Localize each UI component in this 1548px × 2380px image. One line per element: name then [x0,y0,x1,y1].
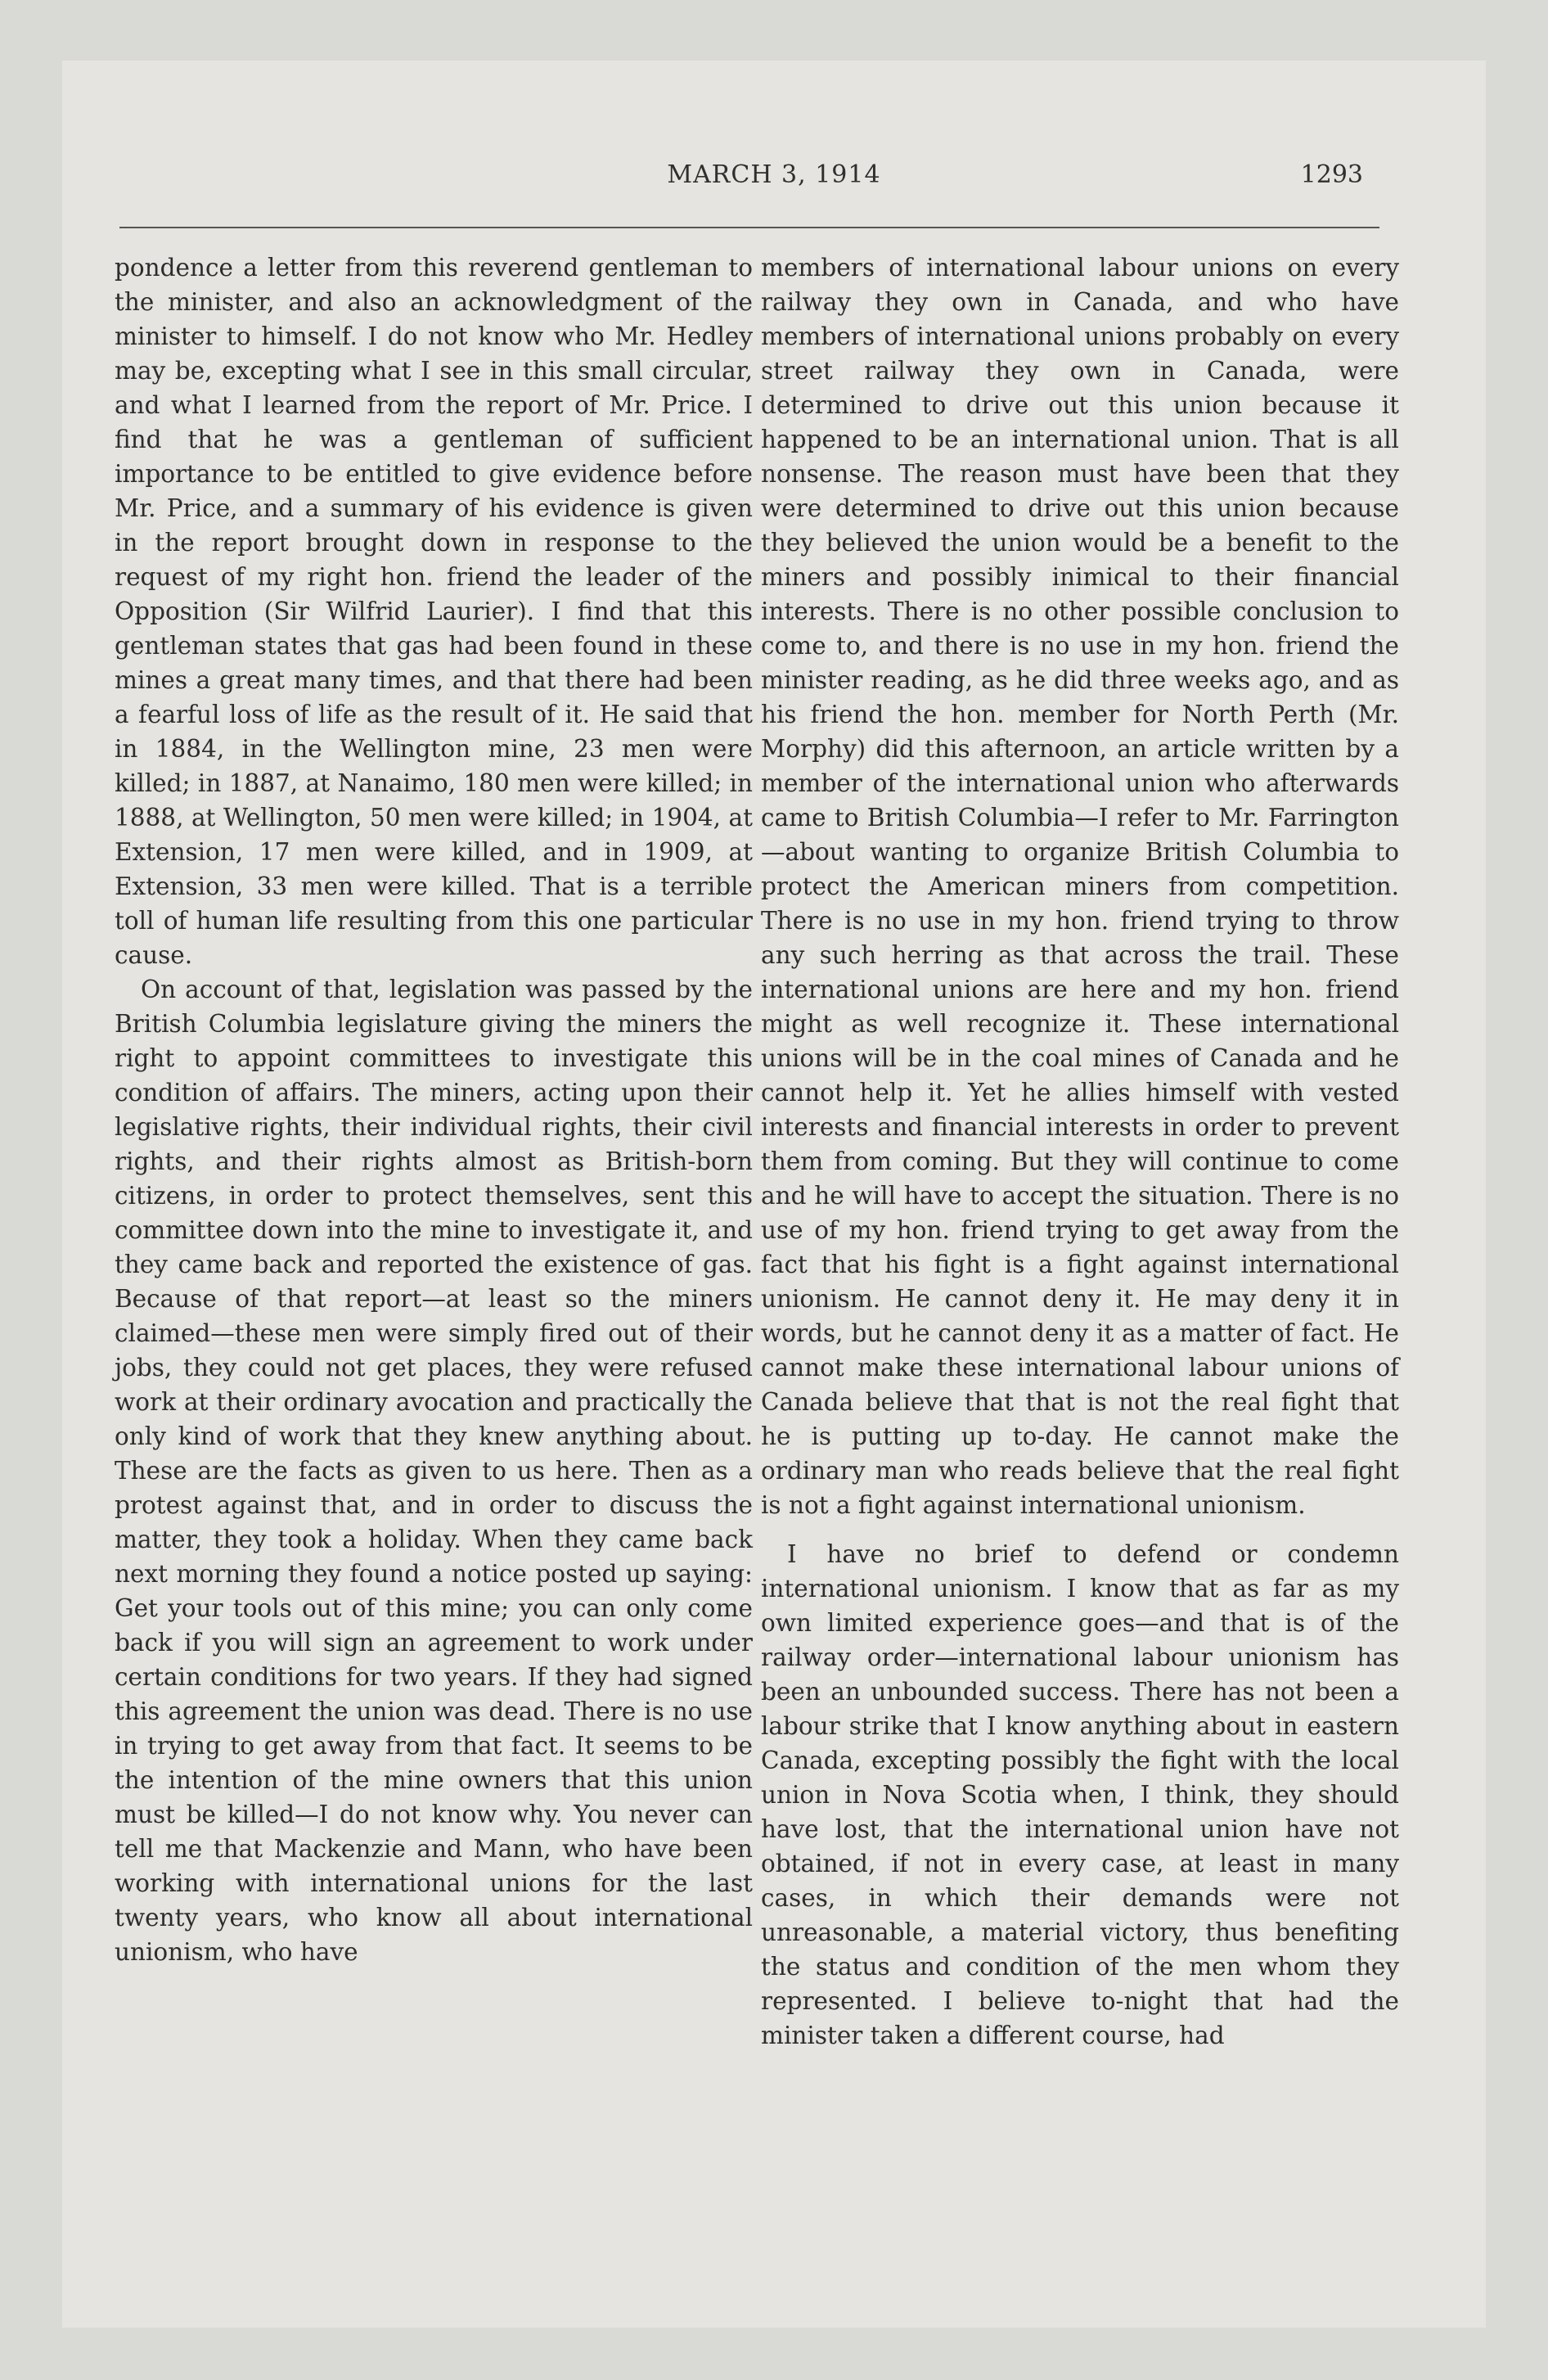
header-date: MARCH 3, 1914 [667,160,881,189]
paragraph: pondence a letter from this reverend gentleman to the minister, and also an acknowledgment of the minister to himself. I do not know who Mr. Hedley may be, excepting what I see in this small circular, and what I learned from the report of Mr. Price. I find that he was a gentleman of sufficient importance to be entitled to give evidence before Mr. Price, and a summary of his evidence is given in the report brought down in response to the request of my right hon. friend the leader of the Opposition (Sir Wilfrid Laurier). I find that this gentleman states that gas had been found in these mines a great many times, and that there had been a fearful loss of life as the result of it. He said that in 1884, in the Wellington mine, 23 men were killed; in 1887, at Nanaimo, 180 men were killed; in 1888, at Wellington, 50 men were killed; in 1904, at Extension, 17 men were killed, and in 1909, at Extension, 33 men were killed. That is a terrible toll of human life resulting from this one particular cause. [115,254,753,969]
paragraph: I have no brief to defend or condemn international unionism. I know that as far as my own limited experience goes—and that is of the railway order—international labour unionism has been an unbounded success. There has not been a labour strike that I know anything about in eastern Canada, excepting possibly the fight with the local union in Nova Scotia when, I think, they should have lost, that the international union have not obtained, if not in every case, at least in many cases, in which their demands were not unreasonable, a material victory, thus benefiting the status and condition of the men whom they represented. I believe to-night that had the minister taken a different course, had [761,1540,1399,2049]
header-rule [119,227,1379,228]
paragraph: members of international labour unions on every railway they own in Canada, and who have members of international unions probably on every street railway they own in Canada, were determined to drive out this union because it happened to be an international union. That is all nonsense. The reason must have been that they were determined to drive out this union because they believed the union would be a benefit to the miners and possibly inimical to their financial interests. There is no other possible conclusion to come to, and there is no use in my hon. friend the minister reading, as he did three weeks ago, and as his friend the hon. member for North Perth (Mr. Morphy) did this afternoon, an article written by a member of the international union who afterwards came to British Columbia—I refer to Mr. Farrington—about wanting to organize British Columbia to protect the American miners from competition. There is no use in my hon. friend trying to throw any such herring as that across the trail. These international unions are here and my hon. friend might as well recognize it. These international unions will be in the coal mines of Canada and he cannot help it. Yet he allies himself with vested interests and financial interests in order to prevent them from coming. But they will continue to come and he will have to accept the situation. There is no use of my hon. friend trying to get away from the fact that his fight is a fight against international unionism. He cannot deny it. He may deny it in words, but he cannot deny it as a matter of fact. He cannot make these international labour unions of Canada believe that that is not the real fight that he is putting up to-day. He cannot make the ordinary man who reads believe that the real fight is not a fight against international unionism. [761,254,1399,1519]
paragraph: On account of that, legislation was passed by the British Columbia legislature giving the miners the right to appoint committees to investigate this condition of affairs. The miners, acting upon their legislative rights, their individual rights, their civil rights, and their rights almost as British-born citizens, in order to protect themselves, sent this committee down into the mine to investigate it, and they came back and reported the existence of gas. Because of that report—at least so the miners claimed—these men were simply fired out of their jobs, they could not get places, they were refused work at their ordinary avocation and practically the only kind of work that they knew anything about. These are the facts as given to us here. Then as a protest against that, and in order to discuss the matter, they took a holiday. When they came back next morning they found a notice posted up saying: Get your tools out of this mine; you can only come back if you will sign an agreement to work under certain conditions for two years. If they had signed this agreement the union was dead. There is no use in trying to get away from that fact. It seems to be the intention of the mine owners that this union must be killed—I do not know why. You never can tell me that Mackenzie and Mann, who have been working with international unions for the last twenty years, who know all about international unionism, who have [115,976,753,1966]
page [62,61,1486,2328]
page-header [62,160,1486,201]
right-column [761,250,1399,2053]
left-column [115,250,753,1969]
page-number: 1293 [1300,160,1363,189]
